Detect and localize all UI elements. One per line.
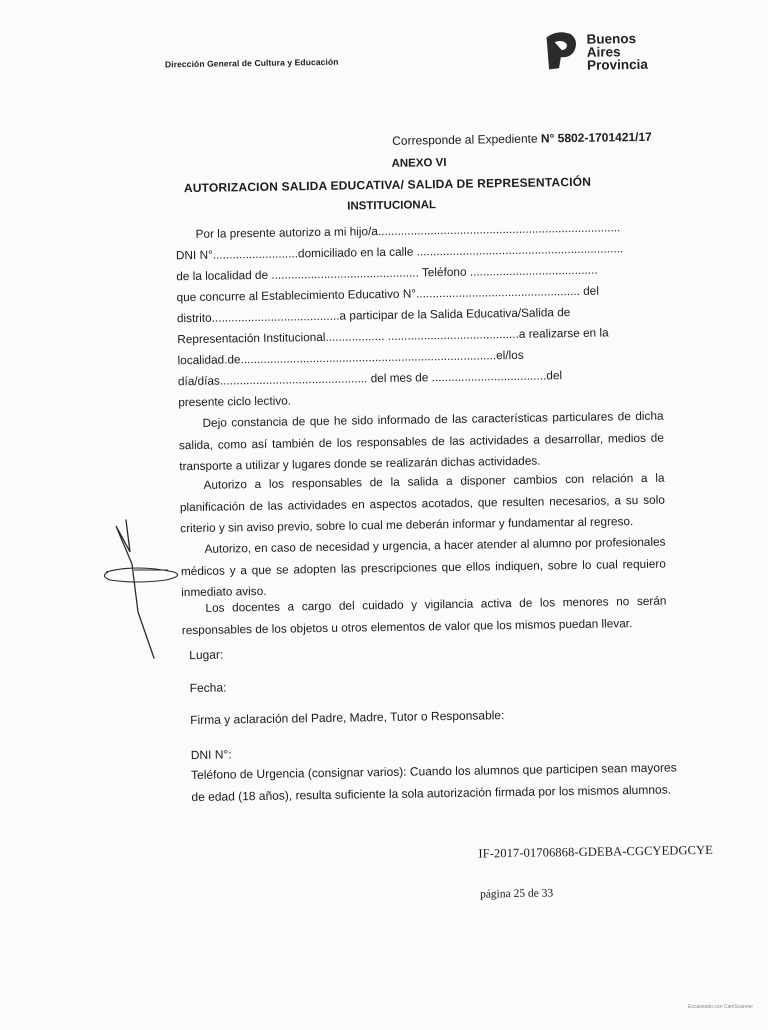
document-title-continued: INSTITUCIONAL [347,199,437,213]
expediente-number: N° 5802-1701421/17 [540,129,652,146]
telefono-note-continued: de edad (18 años), resulta suficiente la sola autorización firmada por los mismos alumnos. [191,782,672,805]
form-line: presente ciclo lectivo. [178,393,292,410]
page-number: página 25 de 33 [479,887,554,901]
annex-label: ANEXO VI [391,156,447,170]
province-logo-text [586,32,647,72]
body-paragraph [181,591,667,642]
fecha-label: Fecha: [189,680,227,696]
scanner-watermark: Escaneado con CamScanner [688,1004,754,1010]
paragraph-text: Los docentes a cargo del cuidado y vigilancia activa de los menores no serán responsables de los objetos u otros elementos de valor que los mismos puedan llevar. [181,593,667,637]
form-line: Representación Institucional.................. ........................................a realizarse en la [177,325,609,347]
logo-line: Provincia [586,56,648,73]
logo-line: Aires [586,44,621,60]
lugar-label: Lugar: [189,647,224,663]
form-line: que concurre al Establecimiento Educativo N°.................................................. del [176,283,600,305]
form-line: DNI N°..........................domiciliado en la calle ............................................................... [175,241,624,263]
paragraph-text: Dejo constancia de que he sido informado de las características particulares de dicha salida, como así también de los responsables de las actividades a desarrollar, medios de transporte a utilizar y lugares donde se realizarán dichas actividades. [178,408,664,474]
expediente-reference [392,130,652,148]
paragraph-text: Autorizo, en caso de necesidad y urgencia, a hacer atender al alumno por profesionales médicos y a que se adopten las prescripciones que ellos indiquen, sobre lo cual requiero inmediato aviso. [180,534,666,600]
department-header: Dirección General de Cultura y Educación [164,56,339,70]
province-logo-icon [543,30,578,71]
form-line: día/días............................................. del mes de ...................................del [177,368,563,389]
firma-label: Firma y aclaración del Padre, Madre, Tutor o Responsable: [190,708,505,728]
dni-label: DNI N°: [190,747,232,763]
paragraph-text: Autorizo a los responsables de la salida a disponer cambios con relación a la planificación de las actividades en aspectos acotados, que resulten necesarios, a su solo criterio y sin aviso previo, sobre lo cual me deberán informar y fundamentar al regreso. [179,470,665,536]
telefono-note: Teléfono de Urgencia (consignar varios): Cuando los alumnos que participen sean mayores [190,760,677,783]
form-line: Por la presente autorizo a mi hijo/a.......................................................................... [195,220,621,241]
logo-line: Buenos [586,30,637,47]
body-paragraph [179,468,665,540]
form-line: distrito.......................................a participar de la Salida Educativa/Salida de [176,305,571,326]
document-id: IF-2017-01706868-GDEBA-CGCYEDGCYE [478,842,714,861]
form-line: localidad.de..............................................................................el/los [177,347,524,368]
document-title: AUTORIZACION SALIDA EDUCATIVA/ SALIDA DE REPRESENTACIÓN [183,174,592,196]
handwritten-signature-icon [96,512,196,662]
expediente-prefix: Corresponde al Expediente [392,131,542,148]
form-line: de la localidad de ............................................. Teléfono ....................................... [176,262,598,284]
body-paragraph [178,406,664,478]
